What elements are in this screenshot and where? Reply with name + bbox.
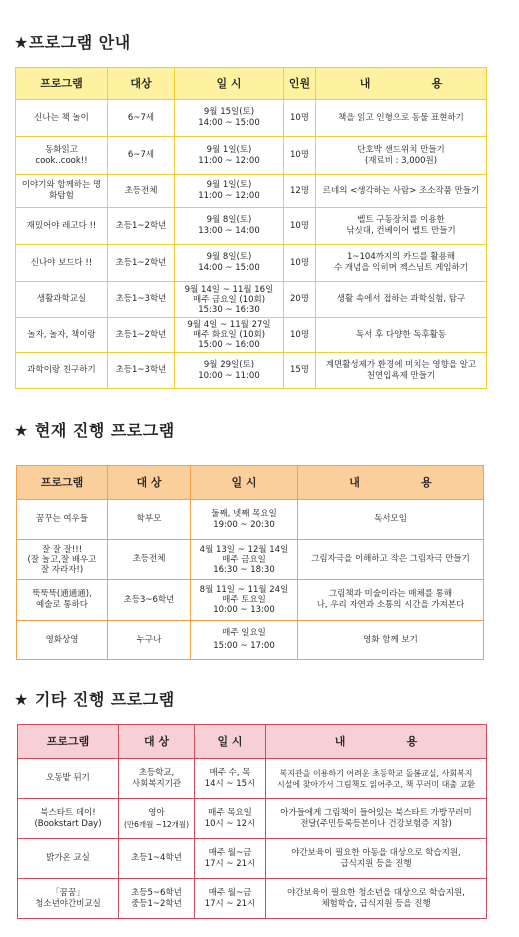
name-line: 예술로 통하다	[36, 600, 88, 610]
table-header-row	[18, 725, 487, 759]
program-target	[119, 799, 195, 839]
header-program: 프로그램	[17, 466, 108, 500]
program-name	[18, 799, 119, 839]
time-line: 11:00 ~ 12:00	[198, 155, 260, 166]
time-line: 19:00 ~ 20:30	[213, 519, 275, 530]
program-count: 10명	[284, 208, 316, 245]
section-title-other-programs: ★ 기타 진행 프로그램	[14, 690, 175, 709]
date-line: 9월 8일(토)	[206, 252, 252, 262]
content-line: 천연입욕제 만들기	[366, 370, 436, 381]
table-row	[16, 245, 487, 282]
program-target: 학부모	[108, 500, 191, 540]
program-datetime	[175, 353, 284, 389]
date-line: 9월 29일(토)	[203, 359, 255, 370]
program-name: 동화읽고 cook..cook!!	[16, 137, 108, 175]
program-target: 초등전체	[108, 175, 175, 208]
date-line: 매주 목요일	[208, 807, 252, 818]
target-line: (만6개월 ~12개월)	[123, 819, 190, 829]
name-line: 잘 잘 잘!!!	[41, 544, 83, 555]
table-row	[16, 137, 487, 175]
header-target: 대상	[108, 68, 175, 100]
program-target: 초등전체	[108, 540, 191, 580]
date-line: 8월 11일 ~ 11월 24일	[199, 585, 289, 595]
program-datetime	[195, 799, 266, 839]
header-target: 대 상	[108, 466, 191, 500]
program-content	[266, 759, 487, 799]
table-header-row	[17, 466, 484, 500]
program-target: 누구나	[108, 621, 191, 660]
program-count: 20명	[284, 282, 316, 318]
program-name: 놀자, 놀자, 책이랑	[16, 318, 108, 353]
program-name: 이야기와 함께하는 명화탐험	[16, 175, 108, 208]
name-line: 뚝뚝뚝(通通通),	[32, 589, 92, 599]
program-name: 재밌어야 레고다 !!	[16, 208, 108, 245]
other-programs-table	[17, 724, 487, 919]
program-target: 초등1~2학년	[108, 208, 175, 245]
content-line: 그림책과 미술이라는 매체를 통해	[328, 589, 453, 599]
date-line: 매주 월~금	[208, 847, 252, 858]
program-name	[17, 580, 108, 621]
program-name: 과학이랑 친구하기	[16, 353, 108, 389]
program-content	[298, 580, 484, 621]
header-count: 인원	[284, 68, 316, 100]
header-datetime: 일 시	[175, 68, 284, 100]
time-line: 17시 ~ 21시	[204, 858, 256, 869]
program-count: 10명	[284, 245, 316, 282]
time-line: 14:00 ~ 15:00	[198, 263, 260, 273]
time-line: 14:00 ~ 15:00	[198, 118, 260, 128]
section-title-current-programs: ★ 현재 진행 프로그램	[14, 421, 175, 440]
date-line: 9월 8일(토)	[206, 215, 252, 225]
program-content	[316, 137, 487, 175]
program-datetime	[195, 879, 266, 919]
content-line: 수 개념을 익히며 젝스님트 게임하기	[334, 263, 468, 273]
program-target: 6~7세	[108, 100, 175, 137]
program-target: 초등3~6학년	[108, 580, 191, 621]
program-content	[266, 799, 487, 839]
program-datetime	[175, 208, 284, 245]
program-name: 오동밭 뒤기	[18, 759, 119, 799]
table-row	[17, 500, 484, 540]
section-title-program-guide: ★프로그램 안내	[14, 33, 131, 52]
program-content: 르네의 <생각하는 사람> 조소작품 만들기	[316, 175, 487, 208]
program-target: 초등1~3학년	[108, 353, 175, 389]
program-content: 생활 속에서 접하는 과학실험, 탐구	[316, 282, 487, 318]
content-line: 복지관을 이용하기 어려운 초등학교 돌봄교실, 사회복지	[279, 768, 473, 778]
program-datetime	[175, 245, 284, 282]
table-row	[16, 353, 487, 389]
date-line: 9월 1일(토)	[206, 180, 252, 190]
name-line: 「꿈꿈」	[51, 887, 85, 898]
content-line: 아가들에게 그림책이 들어있는 북스타트 가방꾸러미	[280, 807, 472, 818]
program-count: 10명	[284, 318, 316, 353]
content-line: 낚싯대, 컨베이어 벨트 만들기	[346, 226, 456, 236]
program-datetime	[175, 175, 284, 208]
program-target: 초등1~2학년	[108, 318, 175, 353]
program-name: 신나야 보드다 !!	[16, 245, 108, 282]
program-datetime	[175, 318, 284, 353]
program-content: 독서모임	[298, 500, 484, 540]
frequency-line: 매주 화요일 (10회)	[192, 330, 266, 340]
table-row	[16, 100, 487, 137]
date-line: 9월 1일(토)	[206, 144, 252, 155]
table-row	[16, 282, 487, 318]
table-row	[18, 839, 487, 879]
program-datetime	[191, 580, 298, 621]
content-line: 계면활성제가 환경에 미치는 영향을 알고	[325, 359, 477, 370]
target-line: 영아	[148, 807, 165, 818]
time-line: 15:00 ~ 17:00	[213, 641, 275, 651]
table-row	[16, 175, 487, 208]
time-line: 10:00 ~ 11:00	[198, 370, 260, 381]
date-line: 둘째, 넷째 목요일	[211, 508, 277, 519]
table-row	[17, 580, 484, 621]
table-row	[16, 208, 487, 245]
program-content	[316, 353, 487, 389]
date-line: 매주 일요일	[222, 628, 266, 638]
program-datetime	[175, 137, 284, 175]
time-line: 17시 ~ 21시	[204, 898, 256, 909]
program-target: 초등1~4학년	[119, 839, 195, 879]
program-datetime	[195, 839, 266, 879]
program-name	[18, 879, 119, 919]
program-target: 초등1~2학년	[108, 245, 175, 282]
program-name: 밝가온 교실	[18, 839, 119, 879]
program-datetime	[175, 100, 284, 137]
time-line: 14시 ~ 15시	[204, 778, 256, 789]
program-count: 12명	[284, 175, 316, 208]
content-line: 벨트 구동장치를 이용한	[357, 215, 445, 225]
content-line: 전달(주민등록등본이나 건강보험증 지참)	[300, 818, 452, 829]
table-row	[17, 540, 484, 580]
header-datetime: 일 시	[195, 725, 266, 759]
header-content: 내 용	[266, 725, 487, 759]
program-count: 10명	[284, 100, 316, 137]
time-line: 13:00 ~ 14:00	[198, 226, 260, 236]
program-name: 영화상영	[17, 621, 108, 660]
header-datetime: 일 시	[191, 466, 298, 500]
frequency-line: 매주 금요일 (10회)	[192, 294, 266, 305]
content-line: (재료비 : 3,000원)	[364, 155, 438, 166]
program-content: 영화 함께 보기	[298, 621, 484, 660]
table-row	[16, 318, 487, 353]
program-name: 생활과학교실	[16, 282, 108, 318]
table-row	[18, 799, 487, 839]
date-line: 매주 월~금	[208, 887, 252, 898]
target-line: 초등학교,	[138, 767, 175, 778]
header-program: 프로그램	[16, 68, 108, 100]
time-line: 11:00 ~ 12:00	[198, 191, 260, 201]
program-count: 10명	[284, 137, 316, 175]
name-line: 잘 자라자!)	[40, 564, 84, 575]
content-line: 1~104까지의 카드를 활용해	[346, 252, 456, 262]
content-line: 나, 우리 자연과 소통의 시간을 가져본다	[316, 600, 465, 610]
program-name	[17, 540, 108, 580]
date-line: 매주 수, 목	[209, 767, 251, 778]
content-line: 급식지원 등을 진행	[340, 858, 412, 869]
program-target	[119, 879, 195, 919]
program-content	[266, 879, 487, 919]
program-content: 독서 후 다양한 독후활동	[316, 318, 487, 353]
program-content: 책을 읽고 인형으로 동물 표현하기	[316, 100, 487, 137]
target-line: 초등5~6학년	[131, 887, 182, 898]
name-line: (잘 놀고,잘 배우고	[27, 554, 97, 565]
name-line: 청소년야간비교실	[35, 898, 101, 909]
program-guide-table	[15, 67, 487, 389]
program-datetime	[195, 759, 266, 799]
date-line: 9월 4일 ~ 11월 27일	[187, 320, 271, 330]
name-line: (Bookstart Day)	[34, 818, 102, 829]
program-datetime	[191, 621, 298, 660]
header-program: 프로그램	[18, 725, 119, 759]
table-row	[18, 759, 487, 799]
date-line: 4월 13일 ~ 12월 14일	[199, 544, 289, 555]
program-content: 그림자극을 이해하고 작은 그림자극 만들기	[298, 540, 484, 580]
program-content	[266, 839, 487, 879]
date-line: 9월 14일 ~ 11월 16일	[184, 284, 274, 295]
content-line: 체험학습, 급식지원 등을 진행	[321, 898, 431, 909]
content-line: 단호박 샌드위치 만들기	[357, 144, 445, 155]
content-line: 야간보육이 필요한 청소년을 대상으로 학습지원,	[287, 887, 465, 898]
frequency-line: 매주 토요일	[222, 595, 266, 605]
current-programs-table	[16, 465, 484, 660]
header-content: 내 용	[316, 68, 487, 100]
program-content	[316, 245, 487, 282]
program-count: 15명	[284, 353, 316, 389]
header-content: 내 용	[298, 466, 484, 500]
content-line: 시설에 찾아가서 그림책도 읽어주고, 책 꾸러미 대출 교환	[276, 779, 476, 789]
frequency-line: 매주 금요일	[222, 554, 266, 565]
time-line: 16:30 ~ 18:30	[213, 564, 275, 575]
program-name: 신나는 책 놀이	[16, 100, 108, 137]
target-line: 사회복지기관	[131, 778, 182, 789]
program-name: 꿈꾸는 여우들	[17, 500, 108, 540]
header-target: 대 상	[119, 725, 195, 759]
time-line: 10시 ~ 12시	[204, 818, 256, 829]
table-header-row	[16, 68, 487, 100]
table-row	[18, 879, 487, 919]
date-line: 9월 15일(토)	[203, 107, 255, 117]
program-target: 초등1~3학년	[108, 282, 175, 318]
time-line: 10:00 ~ 13:00	[213, 605, 275, 615]
time-line: 15:30 ~ 16:30	[198, 304, 260, 315]
time-line: 15:00 ~ 16:00	[198, 340, 260, 350]
program-datetime	[175, 282, 284, 318]
target-line: 중등1~2학년	[131, 898, 182, 909]
program-datetime	[191, 540, 298, 580]
program-target	[119, 759, 195, 799]
name-line: 북스타트 데이!	[40, 807, 96, 818]
program-datetime	[191, 500, 298, 540]
program-target: 6~7세	[108, 137, 175, 175]
table-row	[17, 621, 484, 660]
content-line: 야간보육이 필요한 아동을 대상으로 학습지원,	[291, 847, 461, 858]
program-content	[316, 208, 487, 245]
